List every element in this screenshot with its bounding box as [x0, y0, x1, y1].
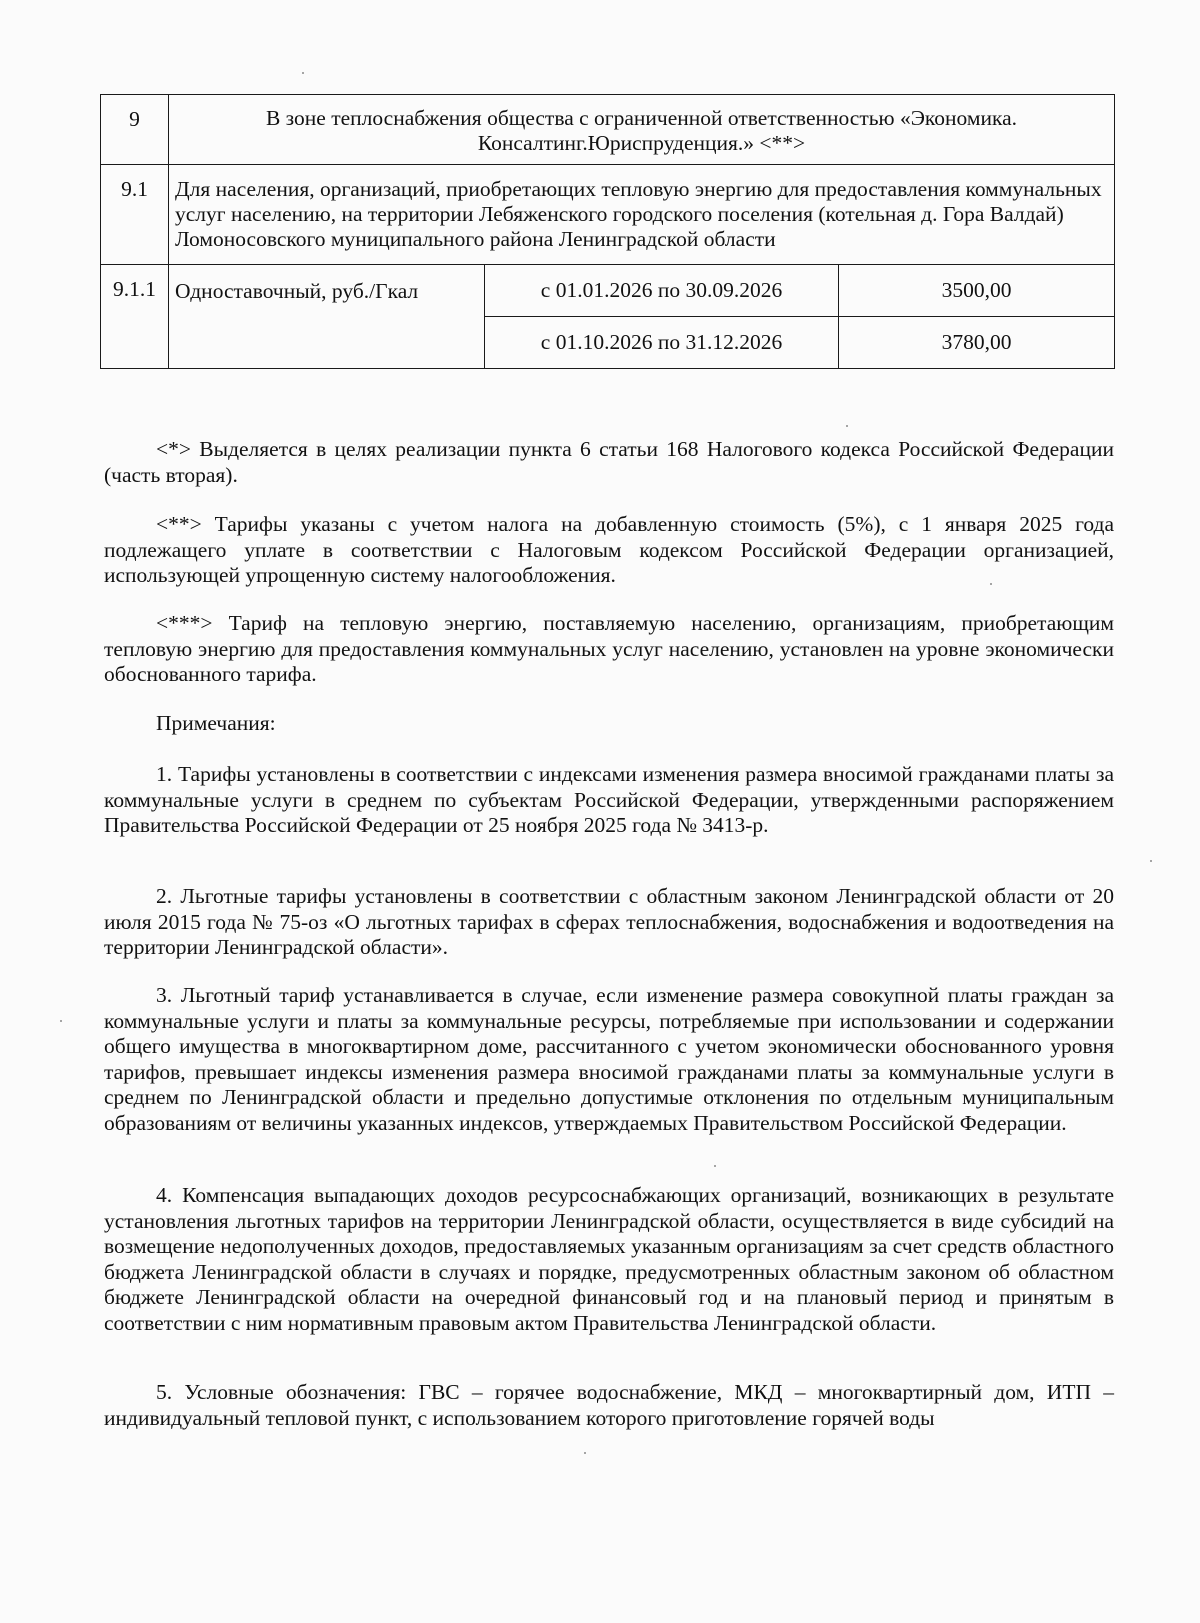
footnote: [104, 512, 1114, 589]
tariff-label: Одноставочный, руб./Гкал: [169, 265, 485, 369]
footnote-text: <**> Тарифы указаны с учетом налога на добавленную стоимость (5%), с 1 января 2025 года подлежащего уплате в соответствии с Налоговым кодексом Российской Федерации организацией, использующей упрощенную систему налогообложения.: [104, 512, 1114, 587]
tariff-value: 3500,00: [839, 265, 1115, 317]
note-text: 2. Льготные тарифы установлены в соответствии с областным законом Ленинградской области от 20 июля 2015 года № 75-оз «О льготных тарифах в сферах теплоснабжения, водоснабжения и водоотведения на территории Ленинградской области».: [104, 884, 1114, 959]
scan-speck: [714, 1165, 716, 1167]
footnote: [104, 611, 1114, 688]
tariff-table: [100, 94, 1115, 369]
note-text: 5. Условные обозначения: ГВС – горячее водоснабжение, МКД – многоквартирный дом, ИТП – индивидуальный тепловой пункт, с использованием которого приготовление горячей воды: [104, 1380, 1114, 1430]
note-item: [104, 983, 1114, 1136]
note-item: [104, 1183, 1114, 1336]
scan-speck: [846, 425, 848, 427]
note-item: [104, 1380, 1114, 1431]
footnote-text: <*> Выделяется в целях реализации пункта 6 статьи 168 Налогового кодекса Российской Федерации (часть вторая).: [104, 437, 1114, 487]
subsection-number: 9.1: [101, 165, 169, 265]
note-item: [104, 884, 1114, 961]
footnote: [104, 437, 1114, 488]
tariff-value: 3780,00: [839, 317, 1115, 369]
subsection-description: Для населения, организаций, приобретающих тепловую энергию для предоставления коммунальных услуг населению, на территории Лебяженского городского поселения (котельная д. Гора Валдай) Ломоносовского муниципального района Ленинградской области: [169, 165, 1115, 265]
tariff-period: с 01.10.2026 по 31.12.2026: [485, 317, 839, 369]
note-text: 4. Компенсация выпадающих доходов ресурсоснабжающих организаций, возникающих в результате установления льготных тарифов на территории Ленинградской области, осуществляется в виде субсидий на возмещение недополученных доходов, предоставляемых указанным организациям за счет средств областного бюджета Ленинградской области в случаях и порядке, предусмотренных областным законом об областном бюджете Ленинградской области на очередной финансовый год и на плановый период и принятым в соответствии с ним нормативным правовым актом Правительства Ленинградской области.: [104, 1183, 1114, 1335]
note-text: 1. Тарифы установлены в соответствии с индексами изменения размера вносимой гражданами платы за коммунальные услуги в среднем по субъектам Российской Федерации, утвержденными распоряжением Правительства Российской Федерации от 25 ноября 2025 года № 3413-р.: [104, 762, 1114, 837]
tariff-period: с 01.01.2026 по 30.09.2026: [485, 265, 839, 317]
table-row-tariff: [101, 265, 1115, 317]
scan-speck: [584, 1452, 586, 1454]
tariff-number: 9.1.1: [101, 265, 169, 369]
scan-speck: [302, 72, 304, 74]
scan-speck: [1150, 860, 1152, 862]
scan-speck: [60, 1020, 62, 1022]
section-title: В зоне теплоснабжения общества с ограниченной ответственностью «Экономика. Консалтинг.Юриспруденция.» <**>: [169, 95, 1115, 165]
note-text: 3. Льготный тариф устанавливается в случае, если изменение размера совокупной платы граждан за коммунальные услуги и платы за коммунальные ресурсы, потребляемые при использовании и содержании общего имущества в многоквартирном доме, рассчитанного с учетом экономически обоснованного уровня тарифов, превышает индексы изменения размера вносимой гражданами платы за коммунальные услуги в среднем по Ленинградской области и предельно допустимые отклонения по отдельным муниципальным образованиям от величины указанных индексов, утверждаемых Правительством Российской Федерации.: [104, 983, 1114, 1135]
note-item: [104, 762, 1114, 839]
table-row-subsection: [101, 165, 1115, 265]
notes-heading: Примечания:: [156, 711, 276, 735]
footnote-text: <***> Тариф на тепловую энергию, поставляемую населению, организациям, приобретающим тепловую энергию для предоставления коммунальных услуг населению, установлен на уровне экономически обоснованного тарифа.: [104, 611, 1114, 686]
section-number: 9: [101, 95, 169, 165]
table-row-section: [101, 95, 1115, 165]
